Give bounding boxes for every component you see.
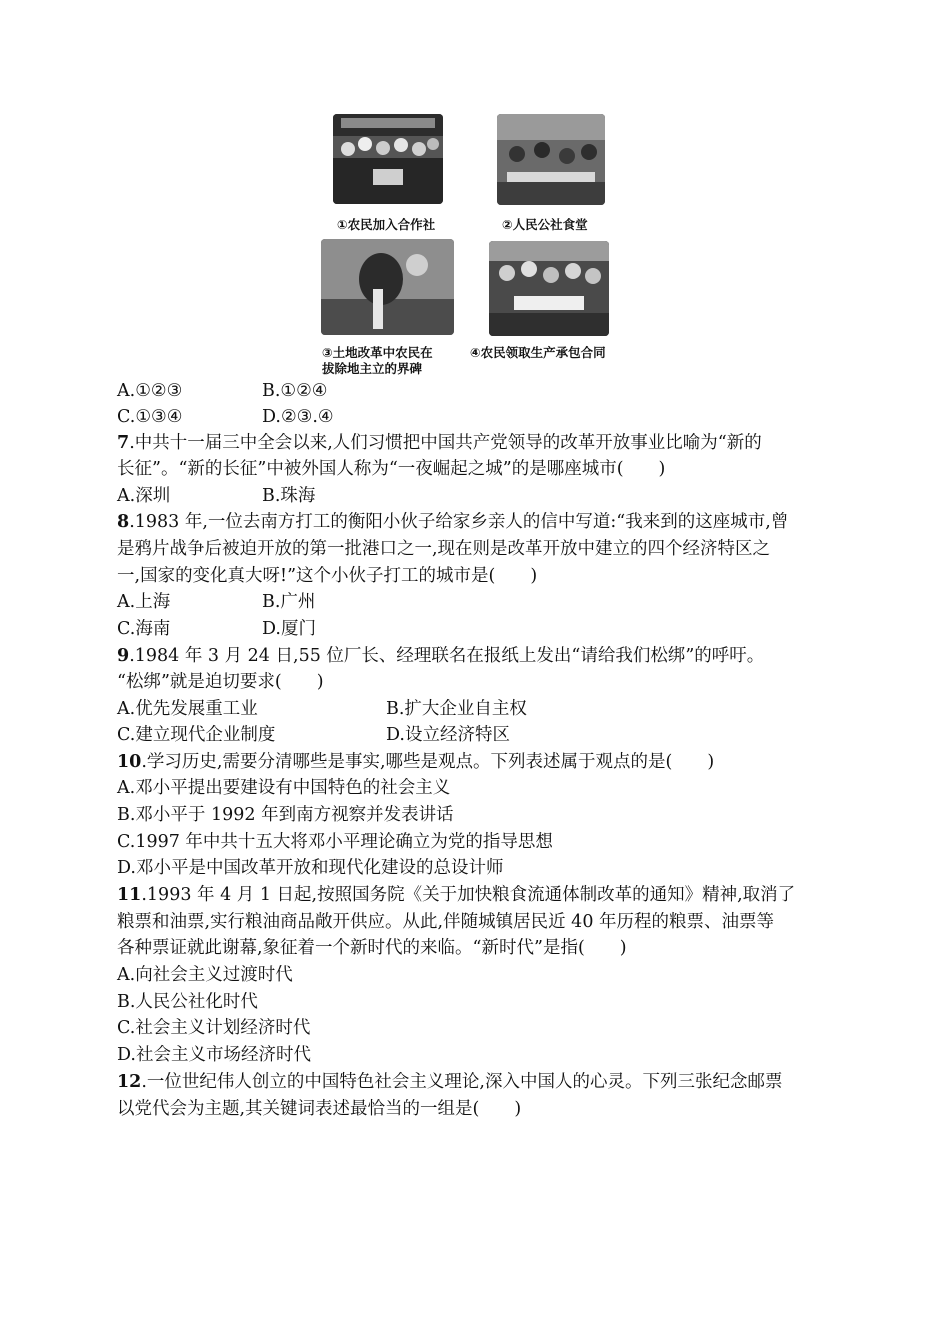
q12-line-2: 以党代会为主题,其关键词表述最恰当的一组是( ) <box>117 1099 522 1119</box>
q11-option-b: B.人民公社化时代 <box>117 992 258 1012</box>
q8-option-c: C.海南 <box>117 619 171 639</box>
q8-number: 8 <box>117 512 130 532</box>
photo-4-image <box>489 241 609 336</box>
q12-number: 12 <box>117 1072 142 1092</box>
q7-option-b: B.珠海 <box>262 486 316 506</box>
q7-option-a: A.深圳 <box>117 486 171 506</box>
q6-option-c: C.①③④ <box>117 407 183 427</box>
q8-option-d: D.厦门 <box>262 619 316 639</box>
q11-option-d: D.社会主义市场经济时代 <box>117 1045 311 1065</box>
q11-line-1 <box>117 882 795 908</box>
q11-option-c: C.社会主义计划经济时代 <box>117 1018 311 1038</box>
q8-line-3: 一,国家的变化真大呀!”这个小伙子打工的城市是( ) <box>117 566 538 586</box>
q7-line-1 <box>117 430 762 456</box>
q10-option-c: C.1997 年中共十五大将邓小平理论确立为党的指导思想 <box>117 832 553 852</box>
q11-line-3: 各种票证就此谢幕,象征着一个新时代的来临。“新时代”是指( ) <box>117 938 627 958</box>
commune-canteen-photo <box>497 114 605 205</box>
q7-number: 7 <box>117 433 130 453</box>
photo-1-image <box>333 114 443 204</box>
q9-line-2: “松绑”就是迫切要求( ) <box>117 672 324 692</box>
q12-text-1: .一位世纪伟人创立的中国特色社会主义理论,深入中国人的心灵。下列三张纪念邮票 <box>141 1072 783 1092</box>
q9-line-1 <box>117 643 764 669</box>
q9-number: 9 <box>117 646 130 666</box>
q12-line-1 <box>117 1069 782 1095</box>
farmers-join-cooperative-photo <box>333 114 443 204</box>
q10-number: 10 <box>117 752 142 772</box>
q8-line-1 <box>117 509 788 535</box>
q9-option-c: C.建立现代企业制度 <box>117 725 276 745</box>
q11-number: 11 <box>117 885 142 905</box>
q8-line-2: 是鸦片战争后被迫开放的第一批港口之一,现在则是改革开放中建立的四个经济特区之 <box>117 539 771 559</box>
q11-option-a: A.向社会主义过渡时代 <box>117 965 293 985</box>
q10-option-b: B.邓小平于 1992 年到南方视察并发表讲话 <box>117 805 454 825</box>
land-reform-photo <box>321 239 454 335</box>
q6-option-a: A.①②③ <box>117 381 183 401</box>
q9-option-a: A.优先发展重工业 <box>117 699 258 719</box>
q11-line-2: 粮票和油票,实行粮油商品敞开供应。从此,伴随城镇居民近 40 年历程的粮票、油票等 <box>117 912 775 932</box>
q9-option-d: D.设立经济特区 <box>386 725 510 745</box>
q6-option-d: D.②③.④ <box>262 407 334 427</box>
q9-option-b: B.扩大企业自主权 <box>386 699 527 719</box>
q10-text-1: .学习历史,需要分清哪些是事实,哪些是观点。下列表述属于观点的是( ) <box>141 752 715 772</box>
q11-text-1: .1993 年 4 月 1 日起,按照国务院《关于加快粮食流通体制改革的通知》精神,取消了 <box>141 885 796 905</box>
q8-text-1: .1983 年,一位去南方打工的衡阳小伙子给家乡亲人的信中写道:“我来到的这座城市,曾 <box>129 512 789 532</box>
q8-option-a: A.上海 <box>117 592 171 612</box>
q7-text-1: .中共十一届三中全会以来,人们习惯把中国共产党领导的改革开放事业比喻为“新的 <box>129 433 762 453</box>
q9-text-1: .1984 年 3 月 24 日,55 位厂长、经理联名在报纸上发出“请给我们松绑”的呼吁。 <box>129 646 765 666</box>
photo-2-image <box>497 114 605 205</box>
photo-3-image <box>321 239 454 335</box>
caption-1: ①农民加入合作社 <box>337 217 436 232</box>
caption-4: ④农民领取生产承包合同 <box>470 345 606 360</box>
q10-option-a: A.邓小平提出要建设有中国特色的社会主义 <box>117 778 451 798</box>
q10-option-d: D.邓小平是中国改革开放和现代化建设的总设计师 <box>117 858 504 878</box>
q8-option-b: B.广州 <box>262 592 316 612</box>
q6-option-b: B.①②④ <box>262 381 328 401</box>
q7-line-2: 长征”。“新的长征”中被外国人称为“一夜崛起之城”的是哪座城市( ) <box>117 459 666 479</box>
q10-line-1 <box>117 749 714 775</box>
caption-2: ②人民公社食堂 <box>502 217 588 232</box>
contract-photo <box>489 241 609 336</box>
caption-3-line2: 拔除地主立的界碑 <box>322 361 423 376</box>
caption-3: ③土地改革中农民在 <box>322 345 433 360</box>
